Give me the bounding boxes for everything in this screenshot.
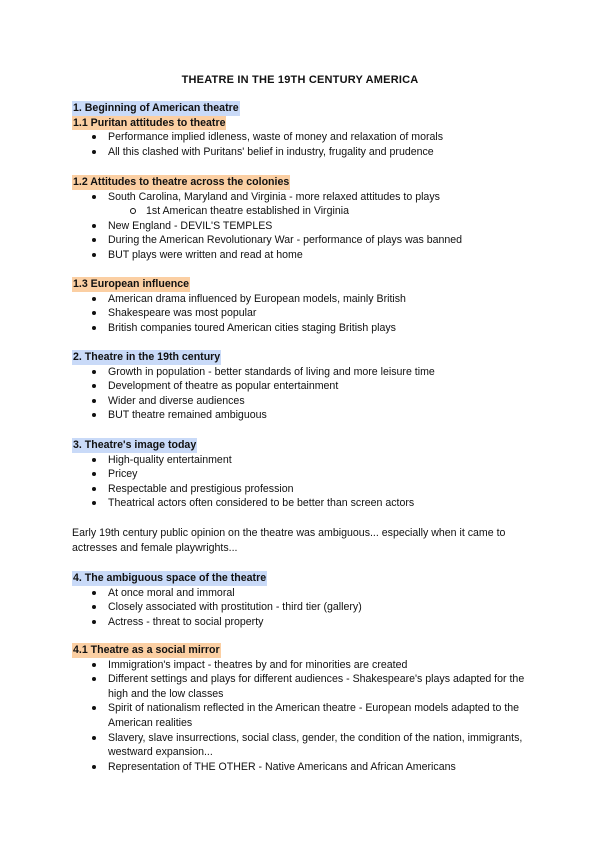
heading-colonies: 1.2 Attitudes to theatre across the colonies <box>73 176 290 188</box>
section-image-today <box>72 438 542 511</box>
list-item: BUT plays were written and read at home <box>72 248 542 263</box>
section-beginning <box>72 101 542 159</box>
list-item: Wider and diverse audiences <box>72 394 542 409</box>
section-colonies <box>72 175 542 263</box>
list-item: Closely associated with prostitution - third tier (gallery) <box>72 600 542 615</box>
heading-social-mirror: 4.1 Theatre as a social mirror <box>73 644 220 656</box>
list-item: Shakespeare was most popular <box>72 306 542 321</box>
list-european <box>72 292 542 336</box>
list-subitem: 1st American theatre established in Virginia <box>72 204 542 219</box>
list-item: Respectable and prestigious profession <box>72 482 542 497</box>
list-image-today <box>72 453 542 511</box>
intro-paragraph-block <box>72 526 528 555</box>
list-item: American drama influenced by European models, mainly British <box>72 292 542 307</box>
list-item: South Carolina, Maryland and Virginia - more relaxed attitudes to plays <box>72 190 542 205</box>
list-item: During the American Revolutionary War - performance of plays was banned <box>72 233 542 248</box>
list-item: Slavery, slave insurrections, social class, gender, the condition of the nation, immigrants, westward expansion... <box>72 731 542 760</box>
list-ambiguous-space <box>72 586 542 630</box>
heading-19th-century: 2. Theatre in the 19th century <box>73 351 221 363</box>
heading-beginning: 1. Beginning of American theatre <box>73 102 239 114</box>
list-item: At once moral and immoral <box>72 586 542 601</box>
list-item: Theatrical actors often considered to be better than screen actors <box>72 496 542 511</box>
heading-european: 1.3 European influence <box>73 278 189 290</box>
heading-ambiguous-space: 4. The ambiguous space of the theatre <box>73 572 267 584</box>
body-paragraph: Early 19th century public opinion on the theatre was ambiguous... especially when it came to actresses and female playwrights... <box>72 527 506 554</box>
list-item: Growth in population - better standards of living and more leisure time <box>72 365 542 380</box>
list-item: BUT theatre remained ambiguous <box>72 408 542 423</box>
list-item: Different settings and plays for different audiences - Shakespeare's plays adapted for the high and the low classes <box>72 672 542 701</box>
list-item: High-quality entertainment <box>72 453 542 468</box>
list-item: Performance implied idleness, waste of money and relaxation of morals <box>72 130 542 145</box>
list-item: Pricey <box>72 467 542 482</box>
list-item: Immigration's impact - theatres by and for minorities are created <box>72 658 542 673</box>
document-title: THEATRE IN THE 19TH CENTURY AMERICA <box>181 74 419 86</box>
list-item: All this clashed with Puritans' belief in industry, frugality and prudence <box>72 145 542 160</box>
subheading-puritan: 1.1 Puritan attitudes to theatre <box>73 116 226 129</box>
heading-image-today: 3. Theatre's image today <box>73 439 197 451</box>
section-social-mirror <box>72 643 542 774</box>
list-item: British companies toured American cities staging British plays <box>72 321 542 336</box>
list-item: Spirit of nationalism reflected in the American theatre - European models adapted to the American realities <box>72 701 542 730</box>
list-item: Representation of THE OTHER - Native Americans and African Americans <box>72 760 542 775</box>
section-19th-century <box>72 350 542 423</box>
section-european <box>72 277 542 335</box>
list-colonies <box>72 190 542 263</box>
section-ambiguous-space <box>72 571 542 629</box>
list-item: New England - DEVIL'S TEMPLES <box>72 219 542 234</box>
list-item: Development of theatre as popular entertainment <box>72 379 542 394</box>
list-item: Actress - threat to social property <box>72 615 542 630</box>
list-19th-century <box>72 365 542 423</box>
list-social-mirror <box>72 658 542 775</box>
list-puritan <box>72 130 542 159</box>
